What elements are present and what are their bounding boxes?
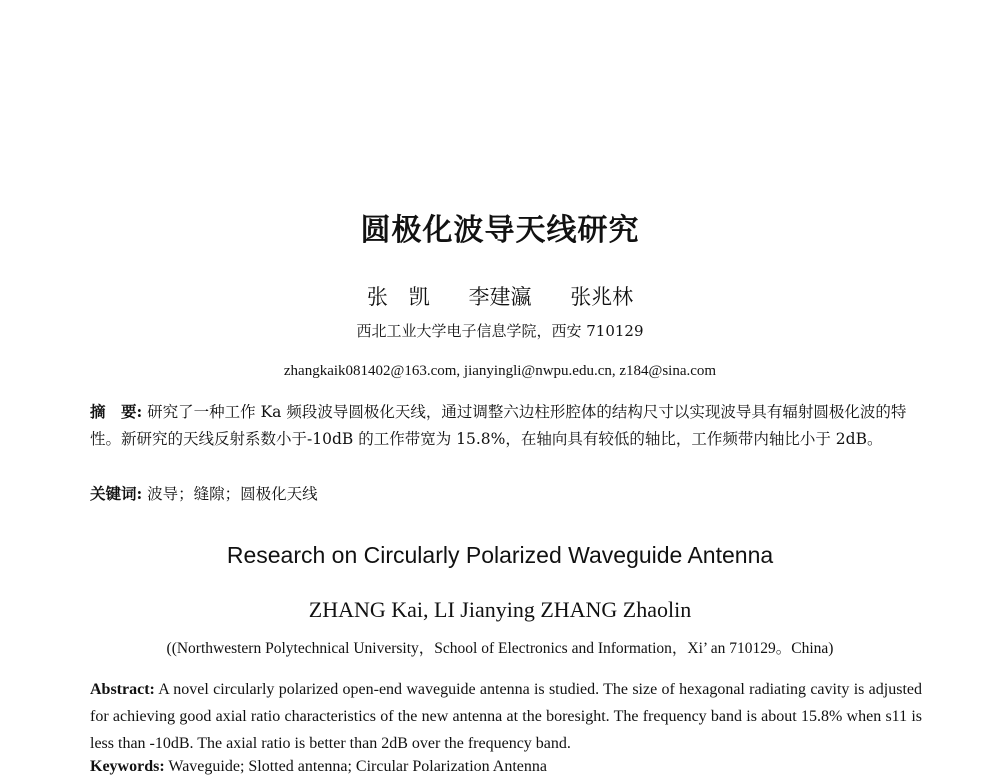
keywords-cn-label: 关键词: [90,484,143,503]
author-cn-1: 张 凯 [366,285,430,309]
author-emails: zhangkaik081402@163.com, jianyingli@nwpu.edu.cn, z184@sina.com [283,363,717,379]
abstract-cn-text: 研究了一种工作 Ka 频段波导圆极化天线，通过调整六边柱形腔体的结构尺寸以实现波导具有辐射圆极化波的特性。新研究的天线反射系数小于-10dB 的工作带宽为 15.8%，在轴向具有较低的轴比，工作频带内轴比小于 2dB。 [90,403,907,448]
affiliation-cn: 西北工业大学电子信息学院，西安 710129 [356,322,644,340]
author-cn-3: 张兆林 [570,285,634,309]
abstract-en [90,676,922,757]
title-cn: 圆极化波导天线研究 [360,213,640,248]
keywords-cn [90,480,922,508]
abstract-cn-label: 摘 要: [90,402,143,421]
author-cn-2: 李建瀛 [468,285,532,309]
title-en: Research on Circularly Polarized Waveguide Antenna [226,542,774,568]
abstract-cn [90,398,922,453]
keywords-en [90,757,922,777]
abstract-en-text: A novel circularly polarized open-end waveguide antenna is studied. The size of hexagonal radiating cavity is adjusted for achieving good axial ratio characteristics of the new antenna at the boresight. The frequency band is about 15.8% when s11 is less than -10dB. The axial ratio is better than 2dB over the frequency band. [90,681,922,752]
affiliation-en: ((Northwestern Polytechnical University，School of Electronics and Information，Xi’ an 710129。China) [166,640,834,657]
abstract-en-label: Abstract: [90,681,155,698]
keywords-en-text: Waveguide; Slotted antenna; Circular Polarization Antenna [168,758,547,775]
keywords-en-label: Keywords: [90,758,165,775]
authors-en: ZHANG Kai, LI Jianying ZHANG Zhaolin [308,597,692,622]
keywords-cn-text: 波导；缝隙；圆极化天线 [147,485,318,503]
authors-cn [0,281,1000,311]
